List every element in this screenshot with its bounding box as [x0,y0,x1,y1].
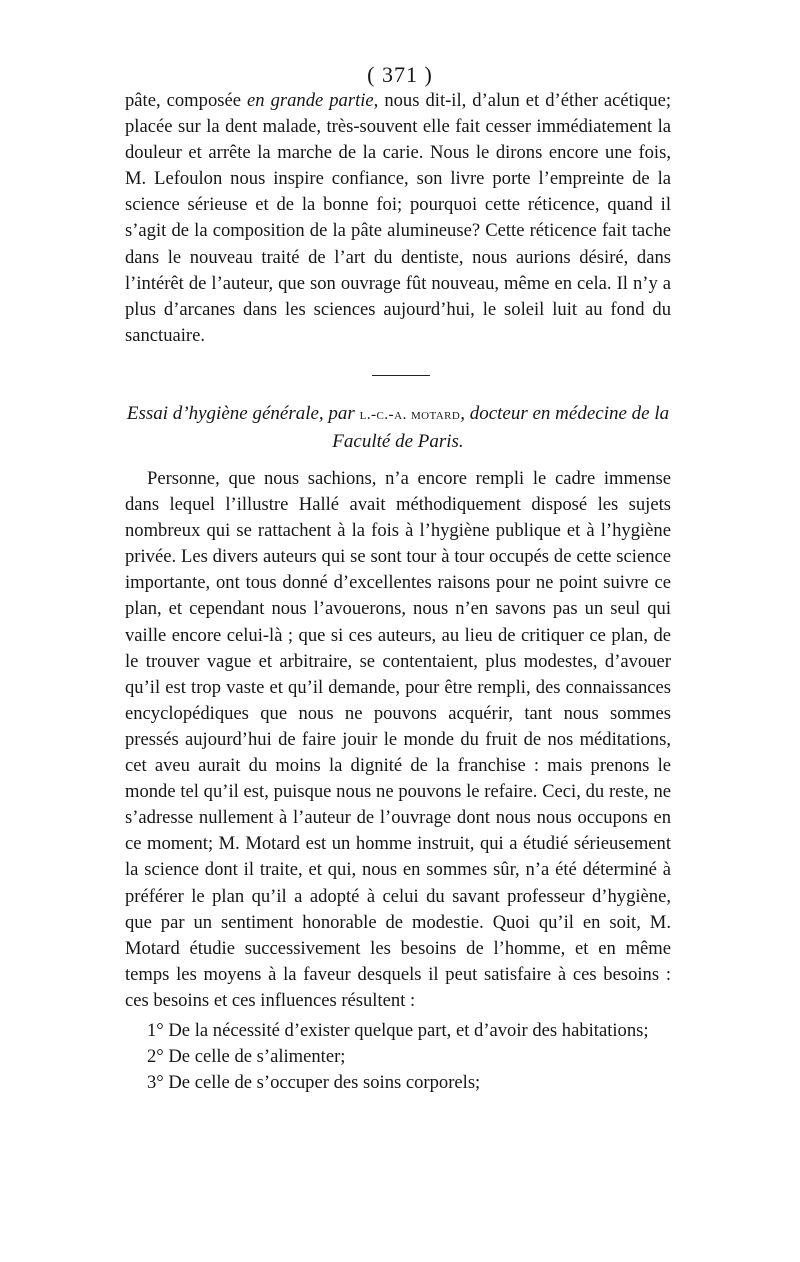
list-item: 3° De celle de s’occuper des soins corporels; [147,1072,481,1094]
review-title-part2: , docteur en médecine de la Faculté de Paris. [332,403,670,452]
review-body: Personne, que nous sachions, n’a encore rempli le cadre immense dans lequel l’illustre Hallé avait méthodiquement disposé les sujets nombreux qui se rattachent à la fois à l’hygiène publique et à l’hygiène privée. Les divers auteurs qui se sont tour à tour occupés de cette science importante, ont tous donné d’excellentes raisons pour ne point suivre ce plan, et cependant nous l’avouerons, nous n’en savons pas un seul qui vaille encore celui-là ; que si ces auteurs, au lieu de critiquer ce plan, de le trouver vague et arbitraire, se contentaient, plus modestes, d’avouer qu’il est trop vaste et qu’il demande, pour être rempli, des connaissances encyclopédiques que nous ne pouvons acquérir, tant nous sommes pressés aujourd’hui de faire jouir le monde du fruit de nos méditations, cet aveu aurait du moins la dignité de la franchise : mais prenons le monde tel qu’il est, puisque nous ne pouvons le refaire. Ceci, du reste, ne s’adresse nullement à l’auteur de l’ouvrage dont nous nous occupons en ce moment; M. Motard est un homme instruit, qui a étudié sérieusement la science dont il traite, et qui, nous en sommes sûr, n’a été déterminé à préférer le plan qu’il a adopté à celui du savant professeur d’hygiène, que par un sentiment honorable de modestie. Quoi qu’il en soit, M. Motard étudie successivement les besoins de l’homme, et en même temps les moyens à la faveur desquels il peut satisfaire à ces besoins : ces besoins et ces influences résultent : [125,468,671,1011]
intro-text-start: pâte, composée [125,90,247,111]
intro-paragraph [125,88,671,349]
list-item: 1° De la nécessité d’exister quelque part, et d’avoir des habitations; [147,1020,649,1041]
intro-text [125,88,671,349]
review-list [125,1018,671,1096]
list-item: 2° De celle de s’alimenter; [147,1046,346,1068]
review-paragraph [125,466,671,1014]
section-divider [372,375,430,376]
intro-italic-phrase: en grande partie [247,90,374,111]
review-heading [125,400,671,455]
intro-text-rest: , nous dit-il, d’alun et d’éther acétique; placée sur la dent malade, très-souvent elle fait cesser immédiatement la douleur et arrête la marche de la carie. Nous le dirons encore une fois, M. Lefoulon nous inspire confiance, son livre porte l’empreinte de la science sérieuse et de la bonne foi; pourquoi cette réticence, quand il s’agit de la composition de la pâte alumineuse? Cette réticence fait tache dans le nouveau traité de l’art du dentiste, nous aurions désiré, dans l’intérêt de l’auteur, que son ouvrage fût nouveau, même en cela. Il n’y a plus d’arcanes dans les sciences aujourd’hui, le soleil luit au fond du sanctuaire. [125,90,672,346]
review-author: l.-c.-a. motard [359,406,461,423]
page-number: ( 371 ) [367,62,433,87]
review-title-part1: Essai d’hygiène générale, par [126,403,360,424]
